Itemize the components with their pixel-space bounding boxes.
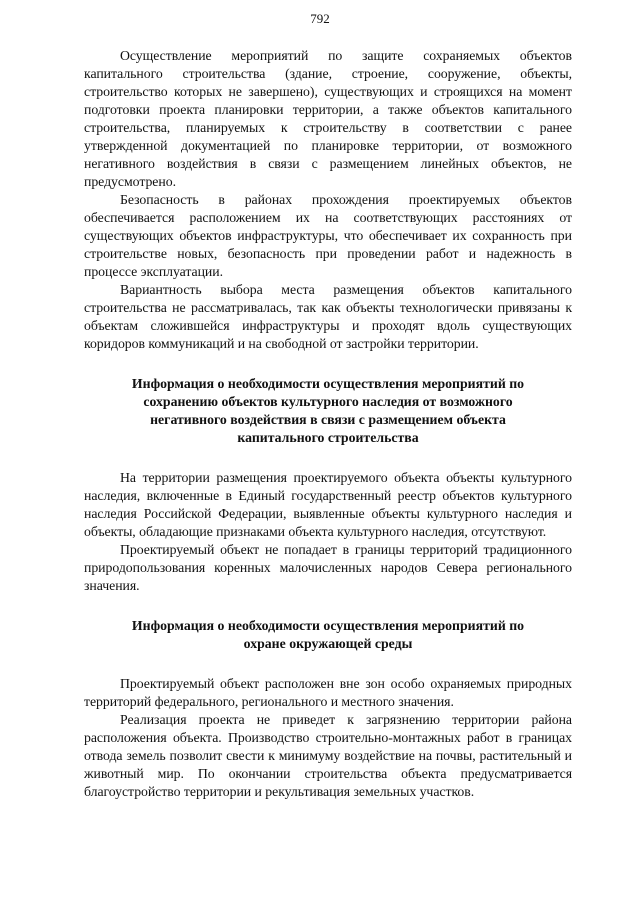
heading-cultural-heritage: Информация о необходимости осуществления мероприятий по сохранению объектов культурного наследия от возможного негативного воздействия в связи с размещением объекта капитального строительства [131,376,525,445]
paragraph-site-alternatives: Вариантность выбора места размещения объектов капитального строительства не рассматривалась, так как объекты технологически привязаны к объектам сложившейся инфраструктуры и проходят вдоль существующих коридоров коммуникаций и на свободной от застройки территории. [84,282,572,351]
paragraph-cultural-heritage-absent: На территории размещения проектируемого объекта объекты культурного наследия, включенные в Единый государственный реестр объектов культурного наследия Российской Федерации, выявленные объекты культурного наследия и объекты, обладающие признаками объекта культурного наследия, отсутствуют. [84,470,572,539]
paragraph-indigenous-territories: Проектируемый объект не попадает в границы территорий традиционного природопользования коренных малочисленных народов Севера регионального значения. [84,542,572,593]
paragraph-safety: Безопасность в районах прохождения проектируемых объектов обеспечивается расположением их на соответствующих расстояниях от существующих объектов инфраструктуры, что обеспечивает их сохранность при строительстве новых, безопасность при проведении работ и надежность в процессе эксплуатации. [84,192,572,279]
paragraph-environmental-impact: Реализация проекта не приведет к загрязнению территории района расположения объекта. Производство строительно-монтажных работ в границах отвода земель позволит свести к минимуму воздействие на почвы, растительный и животный мир. По окончании строительства объекта предусматривается благоустройство территории и рекультивация земельных участков. [84,712,572,799]
paragraph-protected-areas: Проектируемый объект расположен вне зон особо охраняемых природных территорий федерального, регионального и местного значения. [84,676,572,709]
heading-environment-protection: Информация о необходимости осуществления мероприятий по охране окружающей среды [131,618,525,651]
document-body [84,47,572,801]
page-number: 792 [310,11,330,26]
paragraph-capital-construction-protection: Осуществление мероприятий по защите сохраняемых объектов капитального строительства (здание, строение, сооружение, объекты, строительство которых не завершено), существующих и строящихся на момент подготовки проекта планировки территории, а также объектов капитального строительства, планируемых к строительству в соответствии с ранее утвержденной документацией по планировке территории, от возможного негативного воздействия в связи с размещением линейных объектов, не предусмотрено. [84,48,572,189]
